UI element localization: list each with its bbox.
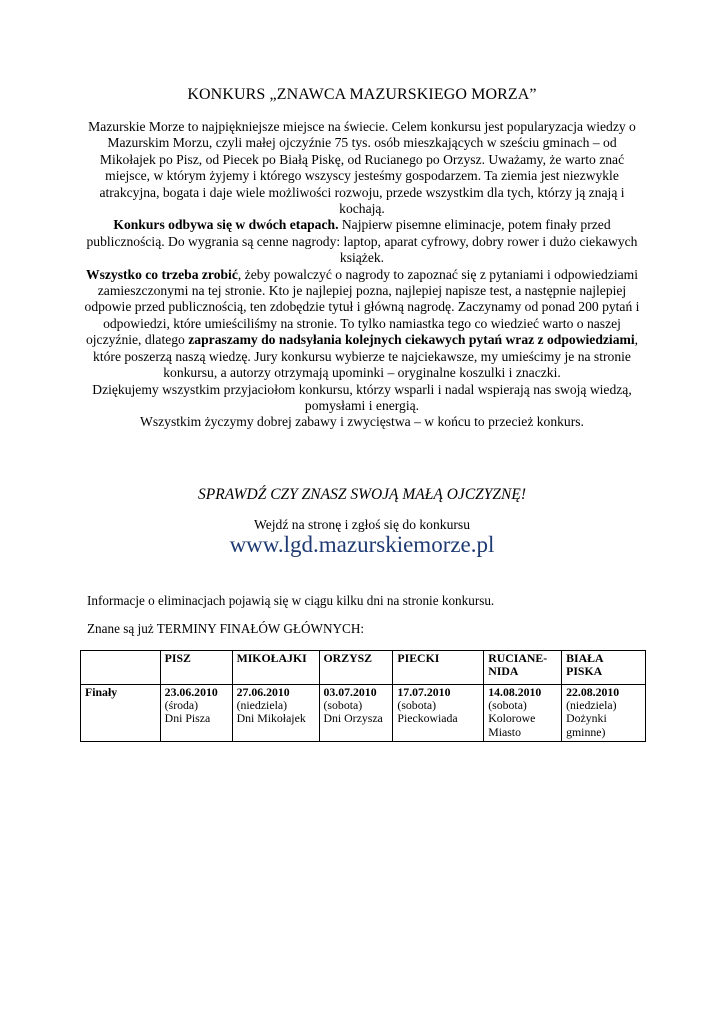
final-event: Dni Orzysza: [323, 711, 383, 726]
final-day: (sobota): [397, 698, 437, 713]
table-cell: [562, 685, 646, 742]
intro-paragraph-1: Mazurskie Morze to najpiękniejsze miejsce na świecie. Celem konkursu jest popularyzacja wiedzy o Mazurskim Morzu, czyli małej ojczyźnie 75 tys. osób mieszkających w sześciu gminach – od Mikołajek po Pisz, od Piecek po Białą Piskę, od Rucianego po Orzysz. Uważamy, że warto znać miejsce, w którym żyjemy i którego wszyscy jesteśmy gospodarzem. Ta ziemia jest niezwykle atrakcyjna, bogata i daje wiele możliwości rozwoju, przede wszystkim dla tych, którzy ją znają i kochają.: [88, 119, 636, 217]
final-day: (sobota): [323, 698, 363, 713]
final-event: Dożynki gminne): [566, 711, 607, 739]
table-cell: [393, 685, 484, 742]
row-label-cell: Finały: [81, 685, 161, 742]
intro-text: [84, 119, 640, 431]
table-cell: [484, 685, 562, 742]
finals-table: [80, 650, 646, 742]
table-row: [81, 685, 646, 742]
table-header-cell: BIAŁA PISKA: [562, 651, 646, 685]
intro-paragraph-4: Dziękujemy wszystkim przyjaciołom konkursu, którzy wsparli i nadal wspierają nas swoją wiedzą, pomysłami i energią.: [92, 381, 632, 413]
table-header-cell: ORZYSZ: [319, 651, 393, 685]
invite-text: , które poszerzą naszą wiedzę. Jury konkursu wybierze te najciekawsze, my umieścimy je na stronie konkursu, a autorzy otrzymają upominki – oryginalne koszulki i znaczki.: [93, 332, 639, 381]
todo-text: , żeby powalczyć o nagrody to zapoznać się z pytaniami i odpowiedziami zamieszczonymi na tej stronie. Kto je najlepiej pozna, najlepiej napisze test, a następnie najlepiej odpowie przed publicznością, ten zdobędzie tytuł i główną nagrodę. Zaczynamy od ponad 200 pytań i odpowiedzi, które umieściliśmy na stronie. To tylko namiastka tego co wiedzieć warto o naszej ojczyźnie, dlatego: [84, 266, 640, 348]
table-header-cell: PIECKI: [393, 651, 484, 685]
final-day: (środa): [164, 698, 199, 713]
todo-bold: Wszystko co trzeba zrobić: [85, 266, 238, 282]
final-date: 17.07.2010: [397, 685, 451, 699]
table-cell: [319, 685, 393, 742]
table-header-cell: MIKOŁAJKI: [232, 651, 319, 685]
final-event: Dni Pisza: [164, 711, 211, 726]
document-title: KONKURS „ZNAWCA MAZURSKIEGO MORZA”: [187, 86, 537, 103]
table-header-row: [81, 651, 646, 685]
terms-text: Znane są już TERMINY FINAŁÓW GŁÓWNYCH:: [87, 621, 365, 636]
slogan: SPRAWDŹ CZY ZNASZ SWOJĄ MAŁĄ OJCZYZNĘ!: [198, 486, 526, 503]
table-header-cell: PISZ: [160, 651, 232, 685]
intro-paragraph-3: [84, 267, 640, 382]
final-date: 23.06.2010: [164, 685, 218, 699]
table-header-cell: RUCIANE-NIDA: [484, 651, 562, 685]
intro-paragraph-5: Wszystkim życzymy dobrej zabawy i zwycięstwa – w końcu to przecież konkurs.: [140, 414, 584, 430]
final-day: (niedziela): [236, 698, 288, 713]
table-cell: [160, 685, 232, 742]
table-corner-cell: [81, 651, 161, 685]
final-date: 03.07.2010: [323, 685, 377, 699]
invite-bold: zapraszamy do nadsyłania kolejnych ciekawych pytań wraz z odpowiedziami: [188, 332, 635, 348]
final-date: 22.08.2010: [566, 685, 620, 699]
info-text: Informacje o eliminacjach pojawią się w ciągu kilku dni na stronie konkursu.: [87, 593, 495, 608]
stages-bold: Konkurs odbywa się w dwóch etapach.: [113, 217, 339, 233]
final-day: (niedziela): [566, 698, 617, 713]
final-event: Pieckowiada: [397, 711, 458, 726]
final-date: 14.08.2010: [488, 685, 542, 699]
final-event: Kolorowe Miasto: [488, 711, 536, 739]
intro-paragraph-2: [84, 217, 640, 266]
visit-text: Wejdź na stronę i zgłoś się do konkursu: [254, 517, 470, 532]
stages-text: Najpierw pisemne eliminacje, potem finały przed publicznością. Do wygrania są cenne nagrody: laptop, aparat cyfrowy, dobry rower i dużo ciekawych książek.: [86, 217, 638, 266]
final-event: Dni Mikołajek: [236, 711, 306, 726]
website-link[interactable]: www.lgd.mazurskiemorze.pl: [229, 532, 495, 557]
table-cell: [232, 685, 319, 742]
final-date: 27.06.2010: [236, 685, 290, 699]
final-day: (sobota): [488, 698, 527, 713]
